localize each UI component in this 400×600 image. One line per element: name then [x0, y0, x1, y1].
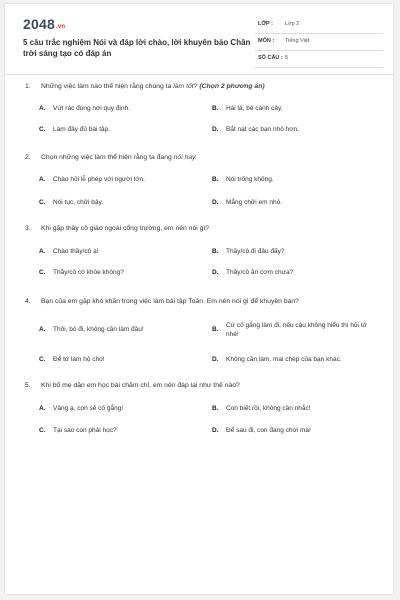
option-text: Con biết rồi, không cần nhắc!	[226, 405, 311, 412]
meta-value: 5	[285, 55, 289, 61]
option-label: A.	[39, 248, 46, 255]
option-text: Tại sao con phải học?	[53, 427, 117, 434]
option-text: Để tớ làm hộ cho!	[53, 356, 105, 363]
option-label: C.	[39, 356, 46, 363]
option-label: B.	[212, 105, 219, 112]
option-label: B.	[212, 248, 219, 255]
option-label: A.	[39, 105, 46, 112]
option-text: Thôi, bỏ đi, không cần làm đâu!	[53, 326, 144, 333]
question-stem	[25, 224, 375, 233]
option-text: Không cần làm, mai chép của bạn khác.	[226, 356, 342, 363]
stem-emphasis: làm tốt?	[173, 83, 198, 90]
option-label: B.	[212, 176, 219, 183]
meta-row-subject	[255, 34, 383, 51]
option-label: A.	[39, 326, 46, 333]
option-text: Chào hỏi lễ phép với người lớn.	[53, 176, 145, 183]
option-text: Cứ cố gắng làm đi, nếu cậu không hiểu thì hỏi tớ nhé!	[226, 322, 367, 338]
option-text: Thầy/cô đi đâu đấy?	[226, 248, 285, 255]
option-label: D.	[212, 356, 219, 363]
option-text: Nói tục, chửi bậy.	[53, 199, 104, 206]
meta-row-grade	[255, 17, 383, 34]
meta-row-count	[255, 51, 383, 68]
stem-text: Chọn những việc làm thể hiện rằng ta đang	[41, 154, 174, 161]
option-text: Thầy/cô có khỏe không?	[53, 269, 124, 276]
option-text: Vâng ạ, con sẽ cố gắng!	[53, 405, 124, 412]
option-label: A.	[39, 405, 46, 412]
stem-emphasis: nói hay.	[173, 154, 197, 161]
option-label: B.	[212, 405, 219, 412]
site-logo[interactable]	[23, 16, 65, 32]
option-label: C.	[39, 269, 46, 276]
stem-text: Bạn của em gặp khó khăn trong việc làm bài tập Toán. Em nên nói gì để khuyên bạn?	[41, 298, 299, 305]
question-stem	[25, 381, 375, 390]
question-number: 1.	[25, 83, 31, 90]
meta-value: Tiếng Việt	[285, 38, 310, 44]
worksheet-header	[5, 4, 393, 74]
option-text: Nói trống không.	[226, 176, 274, 183]
option-text: Hái lá, bẻ cành cây.	[226, 105, 283, 112]
option-text: Chào thầy/cô ạ!	[53, 248, 99, 255]
logo-text: 2048	[23, 16, 55, 32]
meta-key: MÔN :	[258, 38, 275, 44]
worksheet-page	[5, 4, 393, 594]
option-label: D.	[212, 269, 219, 276]
stem-text: Khi gặp thầy cô giáo ngoài cổng trường, em nên nói gì?	[41, 225, 210, 232]
stem-text: Những việc làm nào thể hiện rằng chúng ta	[41, 83, 174, 90]
option-label: D.	[212, 427, 219, 434]
option-text: Thầy/cô ăn cơm chưa?	[226, 269, 294, 276]
meta-key: LỚP :	[258, 21, 273, 27]
question-number: 5.	[25, 382, 31, 389]
option-label: A.	[39, 176, 46, 183]
question-number: 2.	[25, 154, 31, 161]
meta-value: Lớp 2	[285, 21, 300, 27]
question-number: 4.	[25, 298, 31, 305]
option-label: B.	[212, 326, 219, 333]
stem-text: Khi bố mẹ dặn em học bài chăm chỉ, em nên đáp lại như thế nào?	[41, 382, 240, 389]
logo-suffix: .vn	[55, 24, 66, 30]
option-text: Để sau đi, con đang chơi mà!	[226, 427, 311, 434]
option-label: C.	[39, 126, 46, 133]
meta-info	[255, 17, 383, 68]
option-label: C.	[39, 199, 46, 206]
option-text: Làm đầy đủ bài tập.	[53, 126, 111, 133]
question-stem	[25, 297, 375, 306]
meta-key: SỐ CÂU :	[258, 55, 283, 61]
question-number: 3.	[25, 225, 31, 232]
header-divider	[5, 74, 393, 75]
option-text: Bắt nạt các bạn nhỏ hơn.	[226, 126, 299, 133]
option-label: C.	[39, 427, 46, 434]
option-label: D.	[212, 126, 219, 133]
option-label: D.	[212, 199, 219, 206]
stem-note: (Chọn 2 phương án)	[197, 83, 265, 90]
document-title: 5 câu trắc nghiệm Nói và đáp lời chào, lời khuyên bảo Chân trời sáng tạo có đáp án	[23, 38, 251, 58]
option-text: Mắng chửi em nhỏ.	[226, 199, 283, 206]
option-text: Vứt rác đúng nơi quy định.	[53, 105, 130, 112]
question-stem	[25, 82, 375, 91]
question-stem	[25, 153, 375, 162]
